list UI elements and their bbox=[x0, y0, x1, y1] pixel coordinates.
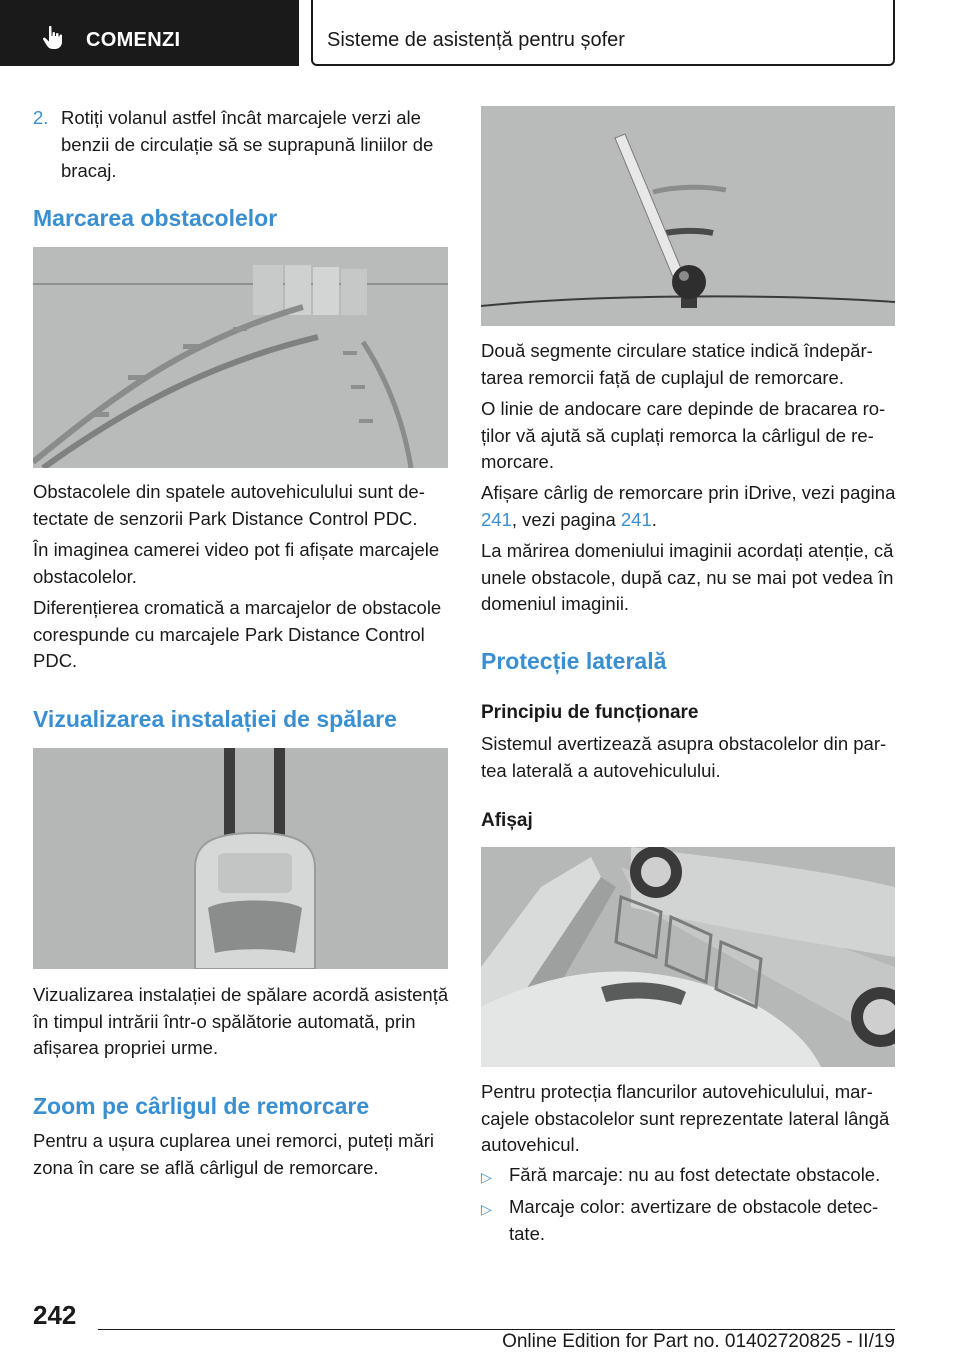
hand-pointer-icon bbox=[40, 24, 66, 50]
step-number: 2. bbox=[33, 107, 49, 128]
header-section-label: COMENZI bbox=[86, 29, 181, 51]
page-number: 242 bbox=[33, 1300, 77, 1330]
paragraph-hitch-3 bbox=[481, 480, 897, 533]
step-text: Rotiți volanul astfel încât marcajele verzi ale benzii de circulație să se suprapună liniilor de bracaj. bbox=[61, 107, 434, 181]
bullet-text: Fără marcaje: nu au fost detectate obstacole. bbox=[509, 1164, 881, 1185]
figure-car-wash-view bbox=[33, 748, 448, 969]
figure-trailer-hitch bbox=[481, 106, 895, 326]
paragraph-hitch-3-text-a: Afișare cârlig de remorcare prin iDrive, vezi pagina bbox=[481, 482, 896, 503]
header-chapter-tab bbox=[311, 0, 895, 66]
paragraph-principle: Sistemul avertizează asupra obstacolelor din partea laterală a autovehiculului. bbox=[481, 733, 887, 781]
triangle-right-icon: ▷ bbox=[481, 1201, 492, 1217]
page-link-241[interactable]: 241 bbox=[481, 508, 512, 530]
heading-obstacle-marking: Marcarea obstacolelor bbox=[33, 205, 278, 231]
heading-principle: Principiu de funcționare bbox=[481, 702, 699, 723]
heading-side-protection: Protecție laterală bbox=[481, 648, 667, 674]
paragraph-display: Pentru protecția flancurilor autovehiculului, marcajele obstacolelor sunt reprezentate lateral lângă autovehicul. bbox=[481, 1081, 890, 1155]
paragraph-obstacles-3: Diferențierea cromatică a marcajelor de obstacole corespunde cu marcajele Park Distance Control PDC. bbox=[33, 597, 442, 671]
paragraph-car-wash: Vizualizarea instalației de spălare acordă asistență în timpul intrării într-o spălătorie automată, prin afișarea propriei urme. bbox=[33, 984, 449, 1058]
figure-side-protection bbox=[481, 847, 895, 1067]
figure-obstacle-marking bbox=[33, 247, 448, 468]
bullet-text: Marcaje color: avertizare de obstacole detectate. bbox=[509, 1196, 879, 1244]
paragraph-hitch-1: Două segmente circulare statice indică îndepărtarea remorcii față de cuplajul de remorcare. bbox=[481, 340, 873, 388]
page-link-241-second[interactable]: 241 bbox=[620, 508, 652, 530]
header-section-tab bbox=[0, 0, 299, 66]
heading-car-wash-view: Vizualizarea instalației de spălare bbox=[33, 706, 397, 732]
paragraph-hitch-3-text-b: , vezi pagina bbox=[511, 508, 621, 530]
heading-hitch-zoom: Zoom pe cârligul de remorcare bbox=[33, 1093, 370, 1119]
paragraph-hitch-2: O linie de andocare care depinde de bracarea roților vă ajută să cuplați remorca la cârligul de remorcare. bbox=[481, 398, 886, 472]
paragraph-obstacles-2: În imaginea camerei video pot fi afișate marcajele obstacolelor. bbox=[33, 539, 440, 587]
footer-edition: Online Edition for Part no. 01402720825 - II/19 bbox=[502, 1331, 895, 1352]
triangle-right-icon: ▷ bbox=[481, 1169, 492, 1185]
paragraph-hitch-zoom: Pentru a ușura cuplarea unei remorci, puteți mări zona în care se află cârligul de remorcare. bbox=[33, 1130, 435, 1178]
paragraph-obstacles-1: Obstacolele din spatele autovehiculului sunt detectate de senzorii Park Distance Control PDC. bbox=[33, 481, 425, 529]
heading-display: Afișaj bbox=[481, 810, 533, 831]
paragraph-hitch-3-text-c: . bbox=[651, 508, 657, 530]
footer-divider bbox=[98, 1329, 895, 1330]
paragraph-hitch-4: La mărirea domeniului imaginii acordați atenție, că unele obstacole, după caz, nu se mai pot vedea în domeniul imaginii. bbox=[481, 540, 894, 614]
header-chapter-label: Sisteme de asistență pentru șofer bbox=[327, 29, 625, 51]
